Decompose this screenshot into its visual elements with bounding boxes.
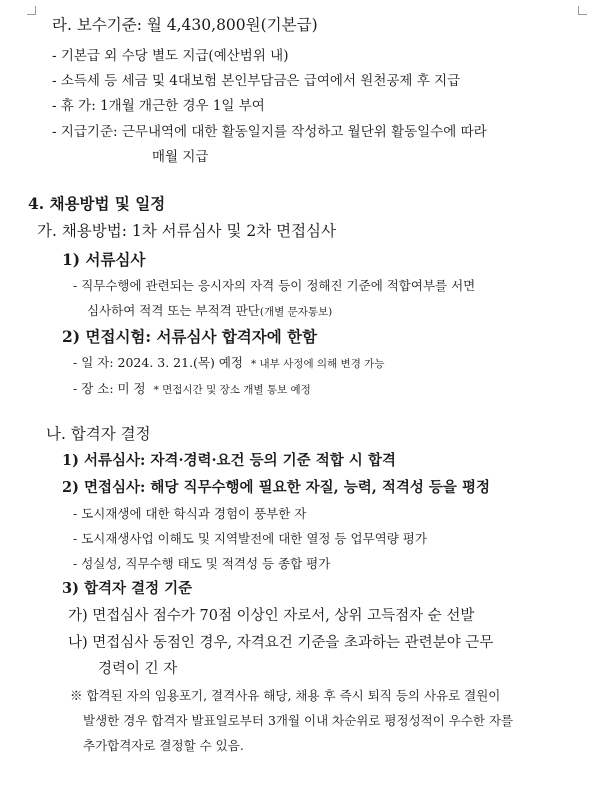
section-title: 4. 채용방법 및 일정 xyxy=(28,194,166,213)
note-line: 발생한 경우 합격자 발표일로부터 3개월 이내 차순위로 평정성적이 우수한 자를 xyxy=(83,713,514,728)
salary-bullet-continued: 매월 지급 xyxy=(152,149,209,165)
page-corner-mark xyxy=(27,6,36,15)
interview-date-note: * 내부 사정에 의해 변경 가능 xyxy=(250,358,385,370)
criteria-item: 나) 면접심사 동점인 경우, 자격요건 기준을 초과하는 관련분야 근무 xyxy=(68,635,494,651)
criteria-title: 3) 합격자 결정 기준 xyxy=(62,580,193,597)
doc-review-line-continued xyxy=(87,305,332,318)
criteria-item-continued: 경력이 긴 자 xyxy=(98,661,178,677)
interview-place-note: * 면접시간 및 장소 개별 통보 예정 xyxy=(153,384,311,396)
doc-review-judgement: 심사하여 적격 또는 부적격 판단 xyxy=(87,303,260,318)
interview-place: - 장 소: 미 정 xyxy=(73,381,146,396)
note-line: ※ 합격된 자의 임용포기, 결격사유 해당, 채용 후 즉시 퇴직 등의 사유로 결원이 xyxy=(70,688,501,703)
doc-review-note: (개별 문자통보) xyxy=(259,306,333,318)
salary-bullet: - 기본급 외 수당 별도 지급(예산범위 내) xyxy=(52,48,289,64)
interview-criterion: - 도시재생에 대한 학식과 경험이 풍부한 자 xyxy=(73,506,307,521)
interview-place-line xyxy=(73,383,311,396)
interview-title: 2) 면접시험: 서류심사 합격자에 한함 xyxy=(62,327,318,346)
decision-doc-review: 1) 서류심사: 자격·경력·요건 등의 기준 적합 시 합격 xyxy=(62,452,396,469)
interview-date-line xyxy=(73,357,384,370)
salary-bullet: - 지급기준: 근무내역에 대한 활동일지를 작성하고 월단위 활동일수에 따라 xyxy=(52,124,487,140)
salary-bullet: - 휴 가: 1개월 개근한 경우 1일 부여 xyxy=(52,98,265,114)
interview-criterion: - 도시재생사업 이해도 및 지역발전에 대한 열정 등 업무역량 평가 xyxy=(73,531,427,546)
recruitment-method: 가. 채용방법: 1차 서류심사 및 2차 면접심사 xyxy=(37,222,337,240)
interview-date: - 일 자: 2024. 3. 21.(목) 예정 xyxy=(73,355,243,370)
doc-review-title: 1) 서류심사 xyxy=(62,250,146,269)
decision-interview: 2) 면접심사: 해당 직무수행에 필요한 자질, 능력, 적격성 등을 평정 xyxy=(62,479,491,496)
doc-review-line: - 직무수행에 관련되는 응시자의 자격 등이 정해진 기준에 적합여부를 서면 xyxy=(73,278,476,293)
note-line: 추가합격자로 결정할 수 있음. xyxy=(83,738,244,753)
decision-title: 나. 합격자 결정 xyxy=(46,425,151,443)
criteria-item: 가) 면접심사 점수가 70점 이상인 자로서, 상위 고득점자 순 선발 xyxy=(68,608,475,624)
salary-bullet: - 소득세 등 세금 및 4대보험 본인부담금은 급여에서 원천공제 후 지급 xyxy=(52,73,461,89)
page-corner-mark xyxy=(578,6,587,15)
salary-heading: 라. 보수기준: 월 4,430,800원(기본급) xyxy=(52,16,318,34)
interview-criterion: - 성실성, 직무수행 태도 및 적격성 등 종합 평가 xyxy=(73,556,331,571)
